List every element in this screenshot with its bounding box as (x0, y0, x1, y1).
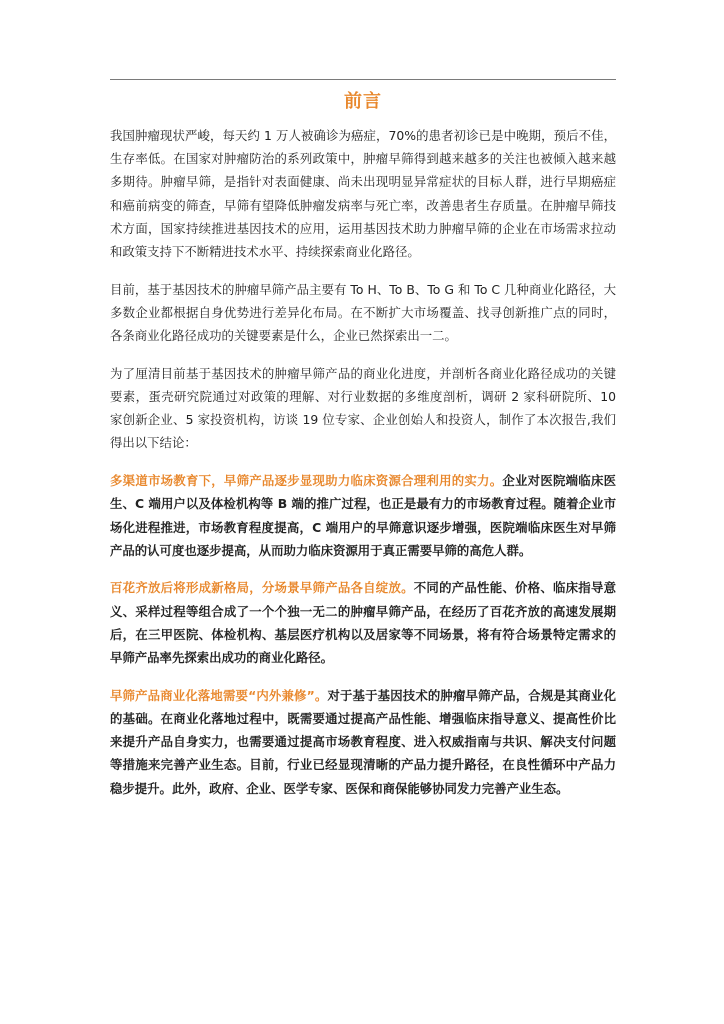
page-title: 前言 (344, 91, 382, 112)
paragraph-text: 不同的产品性能、价格、临床指导意义、采样过程等组合成了一个个独一无二的肿瘤早筛产品，在经历了百花齐放的高速发展期后，在三甲医院、体检机构、基层医疗机构以及居家等不同场景，将有符合场景特定需求的早筛产品率先探索出成功的商业化路径。 (110, 580, 617, 666)
paragraph-research-method (110, 362, 616, 455)
paragraph-intro (110, 124, 616, 263)
paragraph-text: 对于基于基因技术的肿瘤早筛产品，合规是其商业化的基础。在商业化落地过程中，既需要通过提高产品性能、增强临床指导意义、提高性价比来提升产品自身实力，也需要通过提高市场教育程度、进入权威指南与共识、解决支付问题等措施来完善产业生态。目前，行业已经显现清晰的产品力提升路径，在良性循环中产品力稳步提升。此外，政府、企业、医学专家、医保和商保能够协同发力完善产业生态。 (110, 687, 616, 796)
paragraph-text: 为了厘清目前基于基因技术的肿瘤早筛产品的商业化进度，并剖析各商业化路径成功的关键要素，蛋壳研究院通过对政策的理解、对行业数据的多维度剖析，调研 2 家科研院所、10 家创新企业、5 家投资机构，访谈 19 位专家、企业创始人和投资人，制作了本次报告,我们得出以下结论： (110, 365, 616, 451)
document-body (110, 124, 616, 814)
paragraph-conclusion-3 (110, 684, 616, 800)
paragraph-conclusion-2 (110, 576, 616, 669)
paragraph-text: 目前，基于基因技术的肿瘤早筛产品主要有 To H、To B、To G 和 To C 几种商业化路径，大多数企业都根据自身优势进行差异化布局。在不断扩大市场覆盖、找寻创新推广点的同时，各条商业化路径成功的关键要素是什么，企业已然探索出一二。 (110, 281, 616, 344)
header-rule (110, 79, 616, 80)
paragraph-text: 企业对医院端临床医生、C 端用户以及体检机构等 B 端的推广过程，也正是最有力的市场教育过程。随着企业市场化进程推进，市场教育程度提高，C 端用户的早筛意识逐步增强，医院端临床医生对早筛产品的认可度也逐步提高，从而助力临床资源用于真正需要早筛的高危人群。 (110, 473, 617, 558)
paragraph-text: 我国肿瘤现状严峻，每天约 1 万人被确诊为癌症，70%的患者初诊已是中晚期，预后不佳，生存率低。在国家对肿瘤防治的系列政策中，肿瘤早筛得到越来越多的关注也被倾入越来越多期待。肿瘤早筛，是指针对表面健康、尚未出现明显异常症状的目标人群，进行早期癌症和癌前病变的筛查，早筛有望降低肿瘤发病率与死亡率，改善患者生存质量。在肿瘤早筛技术方面，国家持续推进基因技术的应用，运用基因技术助力肿瘤早筛的企业在市场需求拉动和政策支持下不断精进技术水平、持续探索商业化路径。 (110, 128, 616, 260)
conclusion-highlight: 早筛产品商业化落地需要“内外兼修”。 (110, 687, 328, 703)
conclusion-highlight: 百花齐放后将形成新格局，分场景早筛产品各自绽放。 (110, 580, 414, 596)
paragraph-commercial-paths (110, 278, 616, 348)
conclusion-highlight: 多渠道市场教育下，早筛产品逐步显现助力临床资源合理利用的实力。 (110, 473, 503, 489)
paragraph-conclusion-1 (110, 469, 616, 562)
